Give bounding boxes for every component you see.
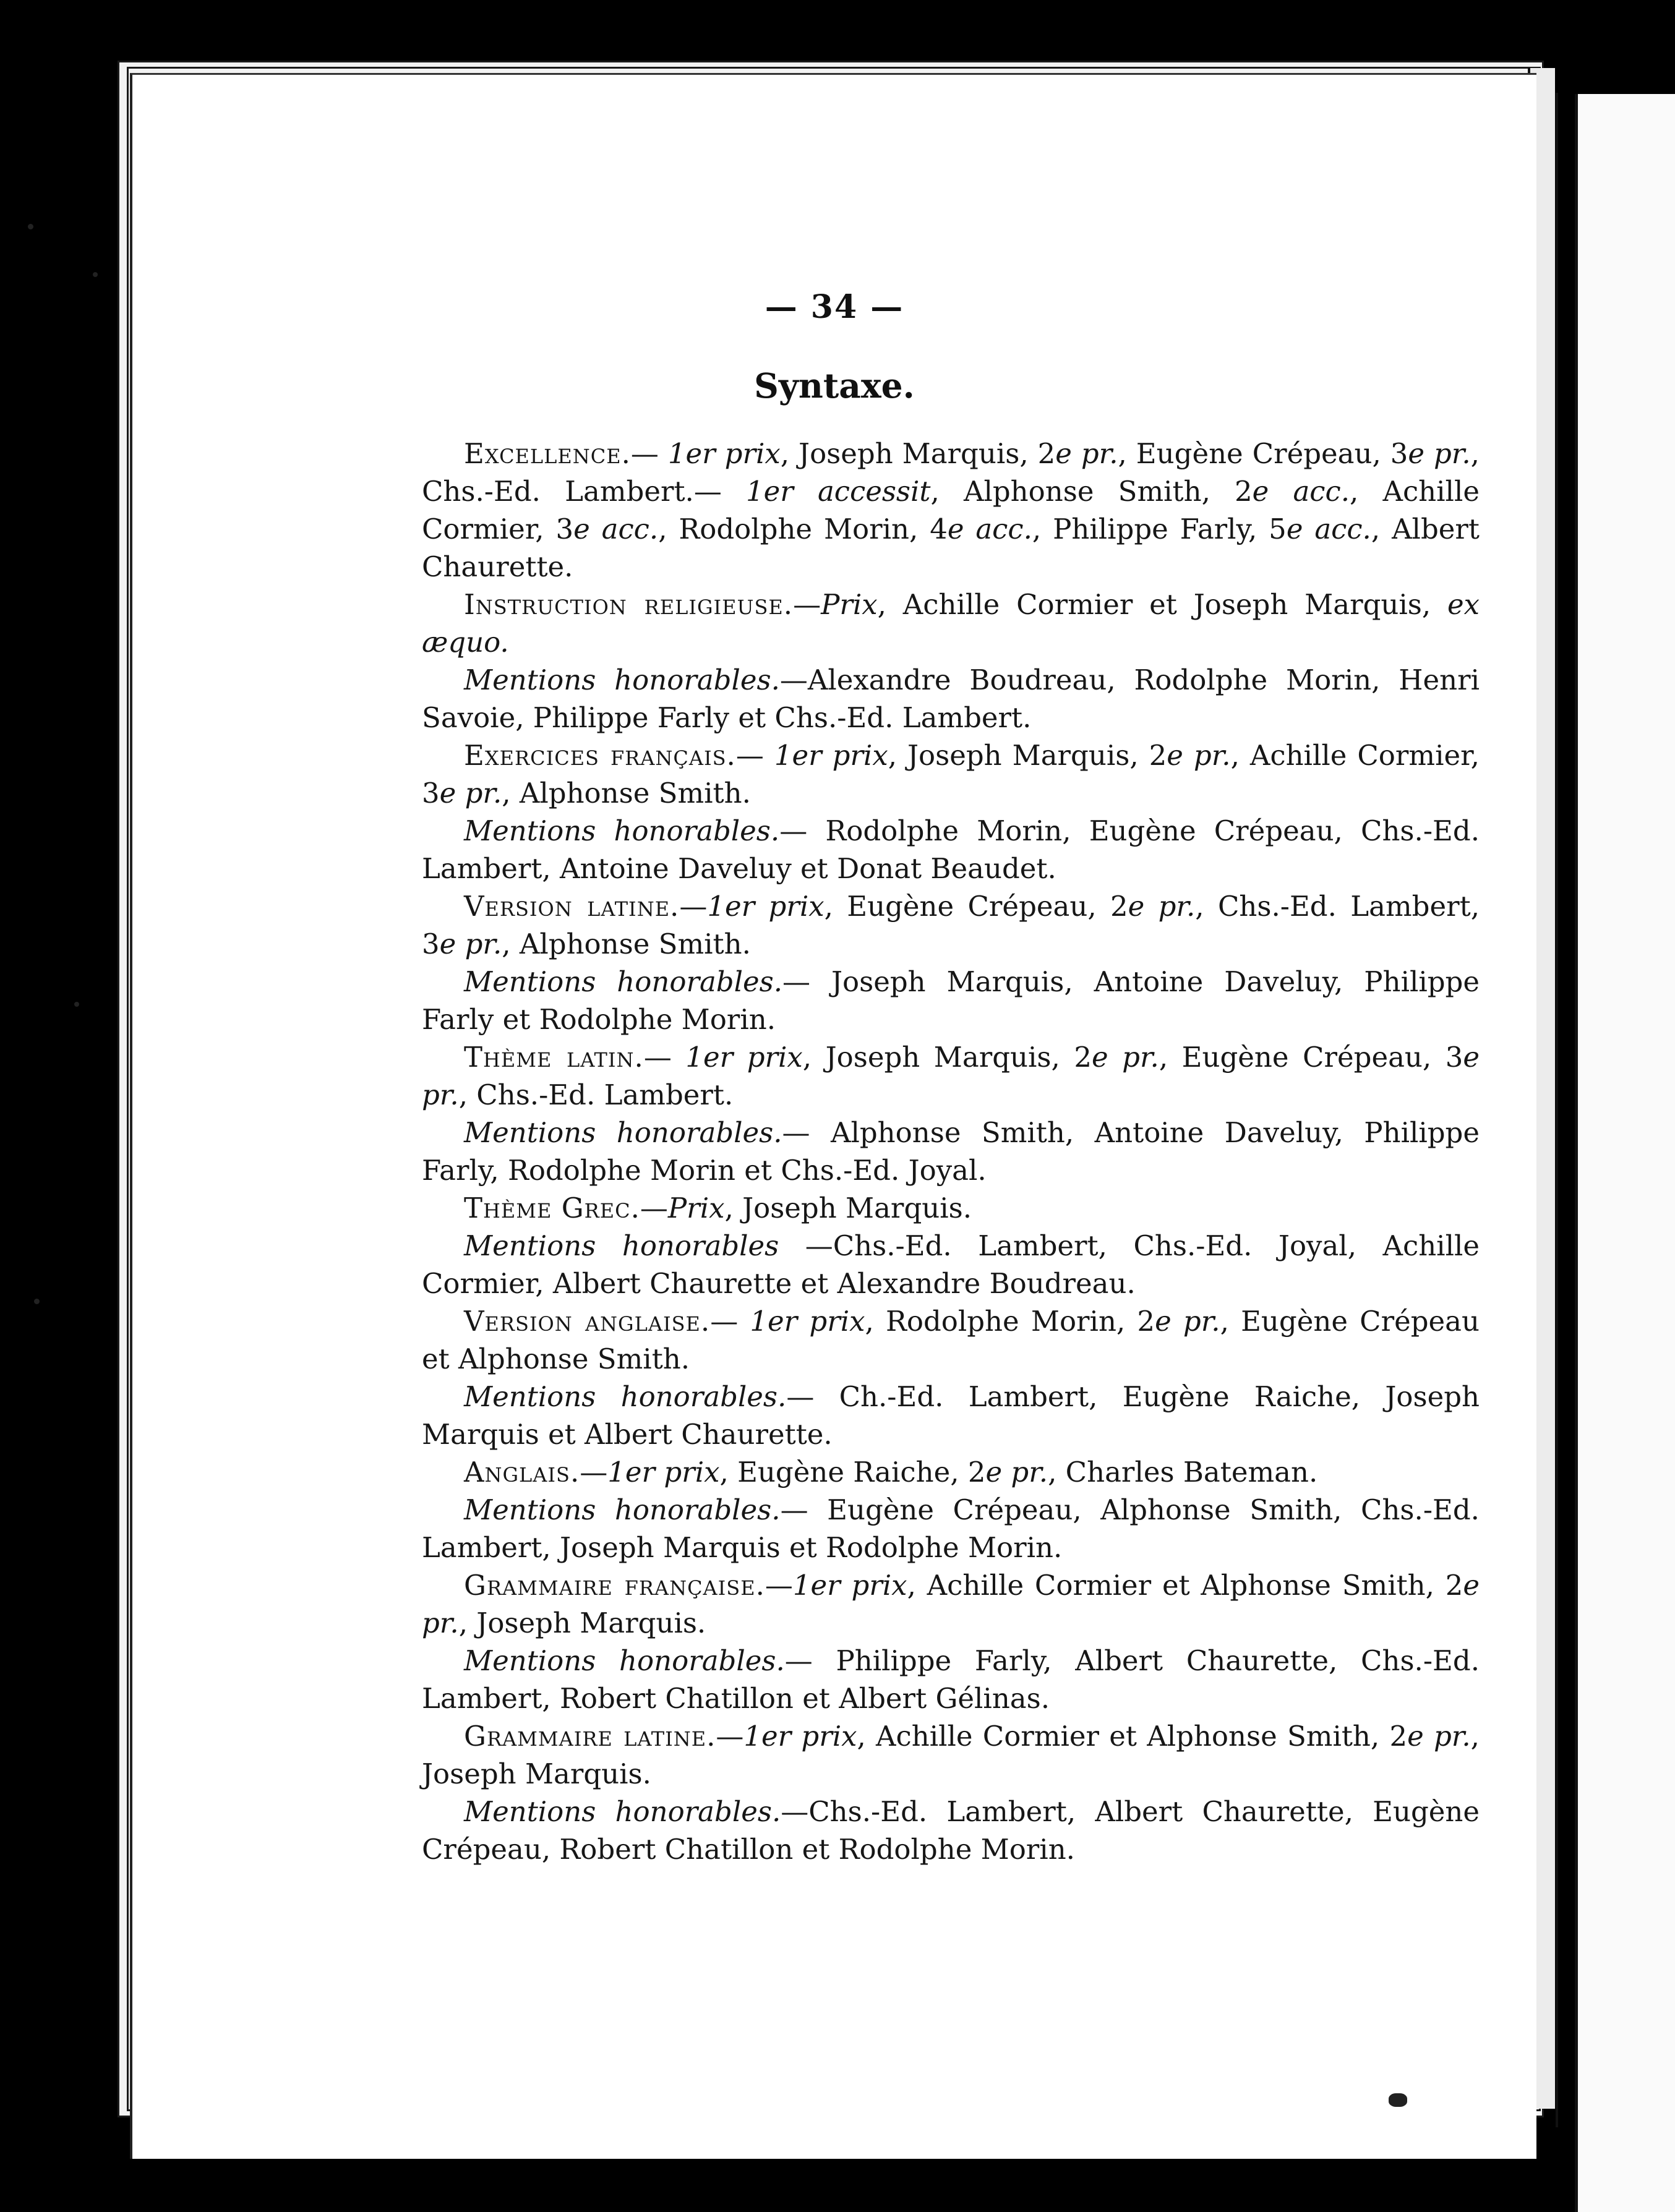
entry-text: , Achille Cormier, 3 — [422, 739, 1480, 809]
prize-entry — [422, 1717, 1480, 1793]
entry-text: , Alphonse Smith, 2 — [930, 475, 1253, 508]
italic-text: Mentions honorables. — [464, 1644, 785, 1677]
prize-entry — [422, 1453, 1480, 1491]
scan-speck — [1389, 2093, 1407, 2107]
scan-speck — [74, 1002, 79, 1007]
italic-text: 1er prix — [607, 1456, 720, 1488]
entry-text: , Achille Cormier, 3 — [422, 475, 1480, 545]
prize-entry — [422, 1642, 1480, 1717]
subject-heading: Grammaire latine. — [464, 1720, 716, 1753]
entry-text: — — [630, 437, 668, 470]
scan-speck — [93, 272, 98, 277]
italic-text: e pr. — [1167, 739, 1231, 772]
entry-text: — — [765, 1569, 793, 1602]
subject-heading: Grammaire française. — [464, 1569, 765, 1602]
subject-heading: Anglais. — [464, 1456, 580, 1488]
italic-text: Mentions honorables. — [464, 1493, 781, 1526]
entry-text: , Chs.-Ed. Lambert. — [458, 1078, 734, 1111]
italic-text: e pr. — [422, 1569, 1480, 1639]
entry-text: , Eugène Crépeau, 2 — [824, 890, 1128, 923]
italic-text: e pr. — [1155, 1305, 1220, 1338]
prize-entry — [422, 1227, 1480, 1302]
entry-text: , Rodolphe Morin, 4 — [658, 513, 948, 545]
italic-text: e pr. — [1091, 1041, 1159, 1074]
entry-text: , Joseph Marquis, 2 — [888, 739, 1167, 772]
prize-entry — [422, 1114, 1480, 1189]
italic-text: e acc. — [1286, 513, 1371, 545]
prize-entry — [422, 1793, 1480, 1868]
prize-entry — [422, 737, 1480, 812]
document-page — [130, 73, 1536, 2159]
italic-text: Mentions honorables. — [464, 814, 780, 847]
italic-text: e pr. — [985, 1456, 1048, 1488]
italic-text: e pr. — [1128, 890, 1196, 923]
entry-text: , Joseph Marquis, 2 — [780, 437, 1056, 470]
prize-entry — [422, 963, 1480, 1038]
subject-heading: Exercices français. — [464, 739, 736, 772]
prize-entry — [422, 1566, 1480, 1642]
italic-text: e acc. — [1252, 475, 1350, 508]
italic-text: Mentions honorables. — [464, 1795, 781, 1828]
scan-speck — [28, 224, 33, 229]
entry-text: — — [643, 1041, 686, 1074]
italic-text: 1er prix — [707, 890, 825, 923]
prize-list — [422, 435, 1480, 1868]
entry-text: , Joseph Marquis, 2 — [802, 1041, 1092, 1074]
entry-text: — Joseph Marquis, Antoine Daveluy, Philippe Farly et Rodolphe Morin. — [422, 965, 1480, 1036]
italic-text: 1er accessit — [746, 475, 931, 508]
italic-text: ex æquo. — [422, 588, 1480, 659]
entry-text: , Rodolphe Morin, 2 — [865, 1305, 1155, 1338]
entry-text: , Achille Cormier et Joseph Marquis, — [877, 588, 1447, 621]
entry-text: —Alexandre Boudreau, Rodolphe Morin, Henri Savoie, Philippe Farly et Chs.-Ed. Lambert. — [422, 664, 1480, 734]
entry-text: , Chs.-Ed. Lambert.— — [422, 437, 1480, 508]
prize-entry — [422, 887, 1480, 963]
entry-text: — Philippe Farly, Albert Chaurette, Chs.-Ed. Lambert, Robert Chatillon et Albert Gélinas. — [422, 1644, 1480, 1715]
prize-entry — [422, 1038, 1480, 1114]
page-number: — 34 — — [765, 288, 904, 326]
subject-heading: Excellence. — [464, 437, 631, 470]
entry-text: — — [640, 1192, 668, 1224]
entry-text: —Chs.-Ed. Lambert, Albert Chaurette, Eugène Crépeau, Robert Chatillon et Rodolphe Morin. — [422, 1795, 1480, 1866]
subject-heading: Version anglaise. — [464, 1305, 711, 1338]
prize-entry — [422, 812, 1480, 887]
entry-text: , Chs.-Ed. Lambert, 3 — [422, 890, 1480, 960]
italic-text: e acc. — [947, 513, 1032, 545]
entry-text: , Achille Cormier et Alphonse Smith, 2 — [907, 1569, 1463, 1602]
italic-text: Mentions honorables. — [464, 1116, 782, 1149]
italic-text: 1er prix — [685, 1041, 803, 1074]
entry-text: — Rodolphe Morin, Eugène Crépeau, Chs.-Ed. Lambert, Antoine Daveluy et Donat Beaudet. — [422, 814, 1480, 885]
italic-text: e pr. — [1408, 437, 1471, 470]
italic-text: Prix — [667, 1192, 725, 1224]
italic-text: 1er prix — [667, 437, 781, 470]
entry-text: , Alphonse Smith. — [502, 777, 751, 809]
section-title: Syntaxe. — [754, 365, 915, 406]
italic-text: e pr. — [439, 777, 502, 809]
italic-text: e pr. — [1407, 1720, 1471, 1753]
italic-text: 1er prix — [774, 739, 888, 772]
prize-entry — [422, 435, 1480, 586]
entry-text: , Charles Bateman. — [1048, 1456, 1318, 1488]
entry-text: , Albert Chaurette. — [422, 513, 1480, 583]
entry-text: — — [793, 588, 821, 621]
prize-entry — [422, 1302, 1480, 1378]
entry-text: , Philippe Farly, 5 — [1032, 513, 1287, 545]
italic-text: Mentions honorables. — [464, 1380, 787, 1413]
entry-text: — — [679, 890, 708, 923]
prize-entry — [422, 661, 1480, 737]
subject-heading: Version latine. — [464, 890, 680, 923]
entry-text: — — [735, 739, 774, 772]
entry-text: —Chs.-Ed. Lambert, Chs.-Ed. Joyal, Achille Cormier, Albert Chaurette et Alexandre Boudreau. — [422, 1229, 1480, 1300]
italic-text: e pr. — [439, 928, 502, 960]
italic-text: 1er prix — [750, 1305, 865, 1338]
subject-heading: Instruction religieuse. — [464, 588, 794, 621]
entry-text: , Alphonse Smith. — [502, 928, 751, 960]
entry-text: — — [580, 1456, 608, 1488]
entry-text: , Joseph Marquis. — [422, 1720, 1480, 1790]
page-fore-edge-line — [1556, 93, 1558, 2127]
italic-text: Mentions honorables — [464, 1229, 779, 1262]
entry-text: , Eugène Crépeau et Alphonse Smith. — [422, 1305, 1480, 1375]
prize-entry — [422, 1491, 1480, 1566]
italic-text: 1er prix — [792, 1569, 907, 1602]
entry-text: , Eugène Crépeau, 3 — [1118, 437, 1408, 470]
entry-text: — Alphonse Smith, Antoine Daveluy, Philippe Farly, Rodolphe Morin et Chs.-Ed. Joyal. — [422, 1116, 1480, 1187]
scan-speck — [34, 1299, 40, 1304]
italic-text: Mentions honorables. — [464, 965, 783, 998]
entry-text: , Joseph Marquis. — [724, 1192, 972, 1224]
italic-text: Prix — [821, 588, 878, 621]
entry-text: , Eugène Crépeau, 3 — [1159, 1041, 1463, 1074]
prize-entry — [422, 586, 1480, 661]
prize-entry — [422, 1189, 1480, 1227]
entry-text: — Eugène Crépeau, Alphonse Smith, Chs.-Ed. Lambert, Joseph Marquis et Rodolphe Morin. — [422, 1493, 1480, 1564]
prize-entry — [422, 1378, 1480, 1453]
italic-text: 1er prix — [743, 1720, 857, 1753]
entry-text: — — [710, 1305, 750, 1338]
subject-heading: Thème latin. — [464, 1041, 644, 1074]
italic-text: e acc. — [573, 513, 659, 545]
italic-text: e pr. — [422, 1041, 1480, 1111]
entry-text: , Eugène Raiche, 2 — [719, 1456, 986, 1488]
italic-text: Mentions honorables. — [464, 664, 780, 696]
italic-text: e pr. — [1055, 437, 1118, 470]
subject-heading: Thème Grec. — [464, 1192, 640, 1224]
entry-text: — — [716, 1720, 744, 1753]
entry-text: , Achille Cormier et Alphonse Smith, 2 — [857, 1720, 1408, 1753]
entry-text: — Ch.-Ed. Lambert, Eugène Raiche, Joseph Marquis et Albert Chaurette. — [422, 1380, 1480, 1451]
entry-text: , Joseph Marquis. — [458, 1607, 706, 1639]
facing-page-strip — [1575, 94, 1675, 2212]
